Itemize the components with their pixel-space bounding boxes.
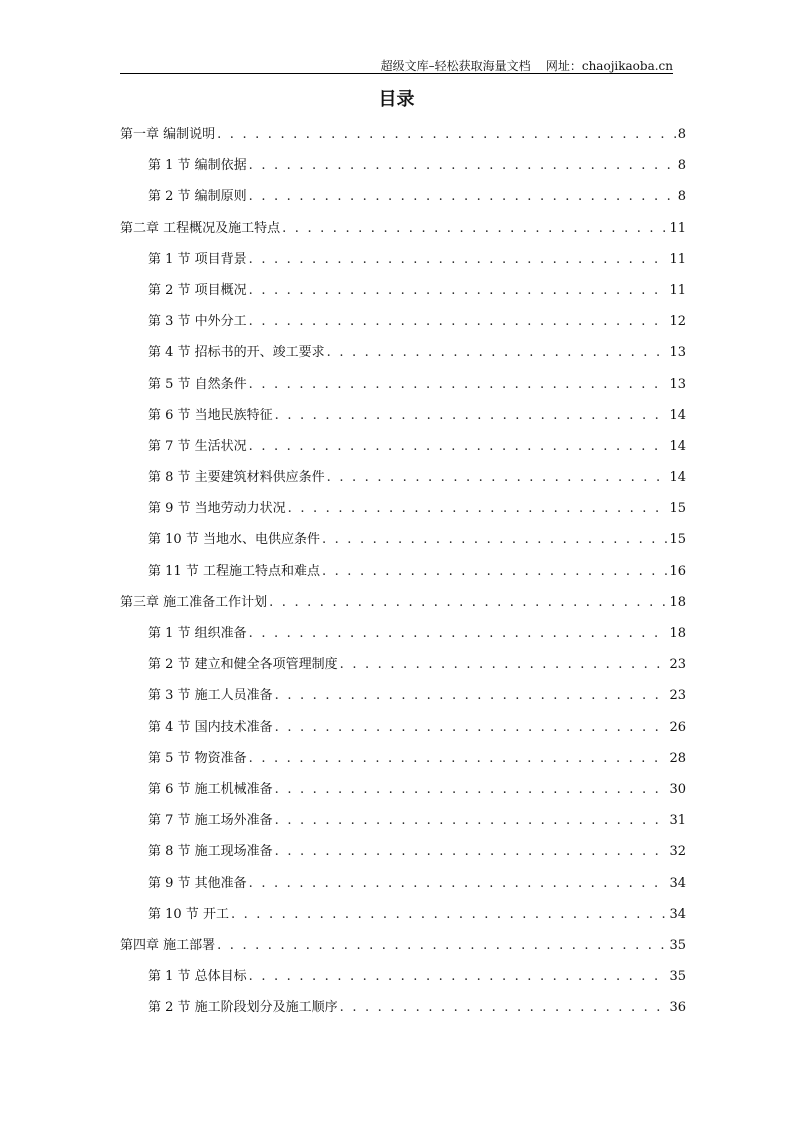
toc-entry-page: 23 <box>669 688 686 704</box>
toc-entry-page: 15 <box>669 501 686 517</box>
toc-entry-label: 第 7 节 生活状况 <box>148 438 247 454</box>
table-of-contents <box>120 123 686 1027</box>
toc-entry-page: 16 <box>669 563 686 579</box>
dot-leader <box>340 657 668 672</box>
dot-leader <box>217 127 676 142</box>
toc-entry-label: 第 2 节 项目概况 <box>148 282 247 298</box>
dot-leader <box>231 907 668 922</box>
toc-entry-page: 8 <box>677 158 686 174</box>
dot-leader <box>327 345 668 360</box>
toc-entry-page: 18 <box>669 594 686 610</box>
dot-leader <box>249 158 676 173</box>
dot-leader <box>322 532 668 547</box>
toc-entry-page: 23 <box>669 657 686 673</box>
dot-leader <box>282 221 667 236</box>
toc-section-entry[interactable] <box>120 716 686 747</box>
toc-entry-label: 第 3 节 中外分工 <box>148 314 247 330</box>
toc-entry-page: 15 <box>669 532 686 548</box>
toc-entry-page: 26 <box>669 719 686 735</box>
toc-chapter-entry[interactable] <box>120 934 686 965</box>
toc-section-entry[interactable] <box>120 560 686 591</box>
toc-entry-label: 第 9 节 当地劳动力状况 <box>148 501 286 517</box>
header-site: 超级文库–轻松获取海量文档 <box>380 59 531 73</box>
toc-entry-label: 第 1 节 编制依据 <box>148 158 247 174</box>
toc-section-entry[interactable] <box>120 622 686 653</box>
header-url: 网址：chaojikaoba.cn <box>545 59 673 73</box>
toc-entry-label: 第 11 节 工程施工特点和难点 <box>148 563 320 579</box>
toc-section-entry[interactable] <box>120 903 686 934</box>
toc-entry-label: 第 5 节 自然条件 <box>148 376 247 392</box>
toc-section-entry[interactable] <box>120 747 686 778</box>
toc-entry-page: 11 <box>669 282 686 298</box>
toc-entry-page: 31 <box>669 813 686 829</box>
toc-entry-page: 30 <box>669 781 686 797</box>
toc-section-entry[interactable] <box>120 248 686 279</box>
toc-entry-page: 11 <box>669 220 686 236</box>
toc-entry-label: 第 6 节 施工机械准备 <box>148 781 273 797</box>
dot-leader <box>217 938 667 953</box>
toc-section-entry[interactable] <box>120 279 686 310</box>
toc-entry-page: 8 <box>677 127 686 142</box>
toc-entry-page: 12 <box>669 314 686 330</box>
toc-section-entry[interactable] <box>120 185 686 216</box>
toc-entry-label: 第 8 节 施工现场准备 <box>148 844 273 860</box>
toc-entry-page: 13 <box>669 345 686 361</box>
dot-leader <box>340 1000 668 1015</box>
toc-section-entry[interactable] <box>120 341 686 372</box>
dot-leader <box>249 189 676 204</box>
toc-entry-page: 13 <box>669 376 686 392</box>
toc-entry-page: 34 <box>669 875 686 891</box>
toc-entry-page: 8 <box>677 189 686 205</box>
toc-entry-label: 第 5 节 物资准备 <box>148 750 247 766</box>
toc-chapter-entry[interactable] <box>120 591 686 622</box>
toc-section-entry[interactable] <box>120 809 686 840</box>
toc-section-entry[interactable] <box>120 404 686 435</box>
toc-entry-label: 第 1 节 项目背景 <box>148 251 247 267</box>
toc-section-entry[interactable] <box>120 373 686 404</box>
toc-entry-label: 第 10 节 当地水、电供应条件 <box>148 532 320 548</box>
toc-section-entry[interactable] <box>120 965 686 996</box>
toc-entry-page: 35 <box>669 969 686 985</box>
toc-section-entry[interactable] <box>120 872 686 903</box>
dot-leader <box>249 314 668 329</box>
dot-leader <box>249 439 668 454</box>
dot-leader <box>269 595 667 610</box>
dot-leader <box>249 626 668 641</box>
toc-section-entry[interactable] <box>120 528 686 559</box>
toc-entry-page: 36 <box>669 1000 686 1016</box>
toc-section-entry[interactable] <box>120 310 686 341</box>
toc-entry-label: 第 2 节 施工阶段划分及施工顺序 <box>148 1000 338 1016</box>
toc-section-entry[interactable] <box>120 778 686 809</box>
dot-leader <box>275 720 668 735</box>
dot-leader <box>288 501 668 516</box>
toc-entry-page: 35 <box>669 937 686 953</box>
toc-entry-page: 14 <box>669 438 686 454</box>
toc-entry-label: 第 3 节 施工人员准备 <box>148 688 273 704</box>
dot-leader <box>249 876 668 891</box>
toc-section-entry[interactable] <box>120 684 686 715</box>
page-header <box>381 57 673 74</box>
toc-entry-label: 第 6 节 当地民族特征 <box>148 407 273 423</box>
toc-entry-label: 第 8 节 主要建筑材料供应条件 <box>148 470 325 486</box>
toc-entry-label: 第 2 节 建立和健全各项管理制度 <box>148 657 338 673</box>
toc-section-entry[interactable] <box>120 840 686 871</box>
toc-entry-label: 第三章 施工准备工作计划 <box>120 594 268 610</box>
dot-leader <box>322 564 668 579</box>
toc-entry-label: 第 1 节 组织准备 <box>148 626 247 641</box>
dot-leader <box>249 252 668 267</box>
page-title: 目录 <box>378 89 415 110</box>
toc-entry-label: 第四章 施工部署 <box>120 937 216 953</box>
toc-entry-page: 18 <box>669 626 686 641</box>
dot-leader <box>275 782 668 797</box>
toc-entry-label: 第 9 节 其他准备 <box>148 875 247 891</box>
dot-leader <box>275 408 668 423</box>
toc-section-entry[interactable] <box>120 996 686 1027</box>
toc-entry-page: 14 <box>669 407 686 423</box>
toc-entry-label: 第 2 节 编制原则 <box>148 189 247 205</box>
toc-entry-label: 第 7 节 施工场外准备 <box>148 813 273 829</box>
toc-chapter-entry[interactable] <box>120 123 686 154</box>
toc-section-entry[interactable] <box>120 154 686 185</box>
dot-leader <box>275 813 668 828</box>
toc-section-entry[interactable] <box>120 497 686 528</box>
toc-entry-label: 第二章 工程概况及施工特点 <box>120 220 281 236</box>
toc-section-entry[interactable] <box>120 435 686 466</box>
dot-leader <box>249 969 668 984</box>
toc-entry-page: 32 <box>669 844 686 860</box>
toc-entry-label: 第 10 节 开工 <box>148 906 229 922</box>
dot-leader <box>275 844 668 859</box>
toc-entry-page: 14 <box>669 470 686 486</box>
toc-entry-label: 第 4 节 招标书的开、竣工要求 <box>148 345 325 361</box>
toc-section-entry[interactable] <box>120 653 686 684</box>
toc-entry-label: 第 4 节 国内技术准备 <box>148 719 273 735</box>
dot-leader <box>249 751 668 766</box>
toc-entry-page: 28 <box>669 750 686 766</box>
toc-entry-page: 34 <box>669 906 686 922</box>
toc-entry-page: 11 <box>669 251 686 267</box>
dot-leader <box>327 470 668 485</box>
toc-entry-label: 第 1 节 总体目标 <box>148 969 247 985</box>
toc-chapter-entry[interactable] <box>120 217 686 248</box>
header-rule <box>120 73 673 74</box>
dot-leader <box>275 688 668 703</box>
dot-leader <box>249 283 668 298</box>
toc-entry-label: 第一章 编制说明 <box>120 127 216 142</box>
toc-section-entry[interactable] <box>120 466 686 497</box>
dot-leader <box>249 377 668 392</box>
